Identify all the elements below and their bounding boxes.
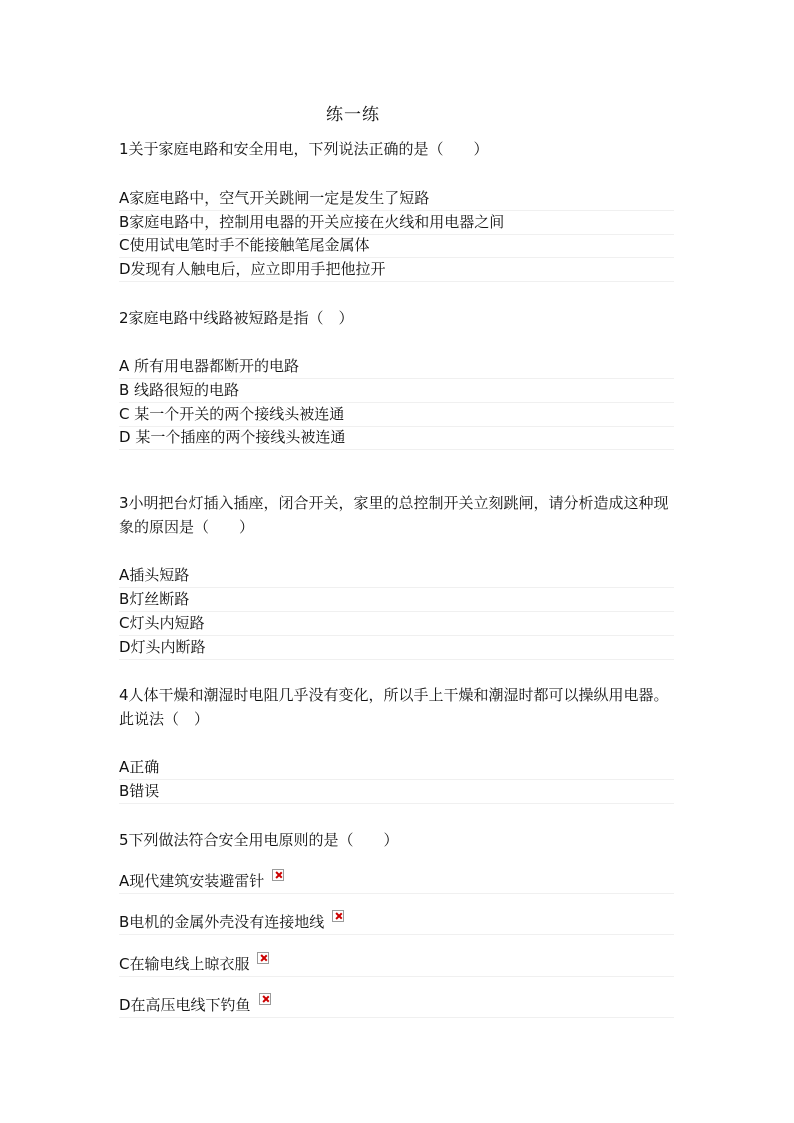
broken-image-icon [257,952,269,964]
option-label: C在输电线上晾衣服 [119,955,250,973]
question-5-option-b [119,910,674,935]
question-3-option-d: D灯头内断路 [119,635,674,660]
question-2-option-b: B 线路很短的电路 [119,378,674,403]
question-4-stem: 4人体干燥和潮湿时电阻几乎没有变化，所以手上干燥和潮湿时都可以操纵用电器。此说法（ ） [119,686,669,728]
question-3-option-b: B灯丝断路 [119,587,674,612]
question-2-stem: 2家庭电路中线路被短路是指（ ） [119,309,354,327]
question-5-option-d [119,993,674,1018]
question-1-option-c: C使用试电笔时手不能接触笔尾金属体 [119,233,674,258]
option-label: A现代建筑安装避雷针 [119,872,265,890]
question-3-stem: 3小明把台灯插入插座，闭合开关，家里的总控制开关立刻跳闸，请分析造成这种现象的原因是（ ） [119,494,669,536]
question-5-option-c [119,952,674,977]
question-2-option-d: D 某一个插座的两个接线头被连通 [119,425,674,450]
question-5-stem: 5下列做法符合安全用电原则的是（ ） [119,831,399,849]
question-2-option-c: C 某一个开关的两个接线头被连通 [119,402,674,427]
question-2-option-a: A 所有用电器都断开的电路 [119,354,674,379]
question-1-option-a: A家庭电路中，空气开关跳闸一定是发生了短路 [119,186,674,211]
option-label: B电机的金属外壳没有连接地线 [119,913,325,931]
option-label: D在高压电线下钓鱼 [119,996,251,1014]
question-1-option-d: D发现有人触电后，应立即用手把他拉开 [119,257,674,282]
question-4-option-a: A正确 [119,755,674,780]
question-1-stem: 1关于家庭电路和安全用电，下列说法正确的是（ ） [119,140,489,158]
broken-image-icon [332,910,344,922]
question-1-option-b: B家庭电路中，控制用电器的开关应接在火线和用电器之间 [119,210,674,235]
broken-image-icon [272,869,284,881]
question-4-option-b: B错误 [119,779,674,804]
question-5-option-a [119,869,674,894]
question-3-option-a: A插头短路 [119,563,674,588]
broken-image-icon [259,993,271,1005]
question-3-option-c: C灯头内短路 [119,611,674,636]
page-title: 练一练 [326,105,380,125]
